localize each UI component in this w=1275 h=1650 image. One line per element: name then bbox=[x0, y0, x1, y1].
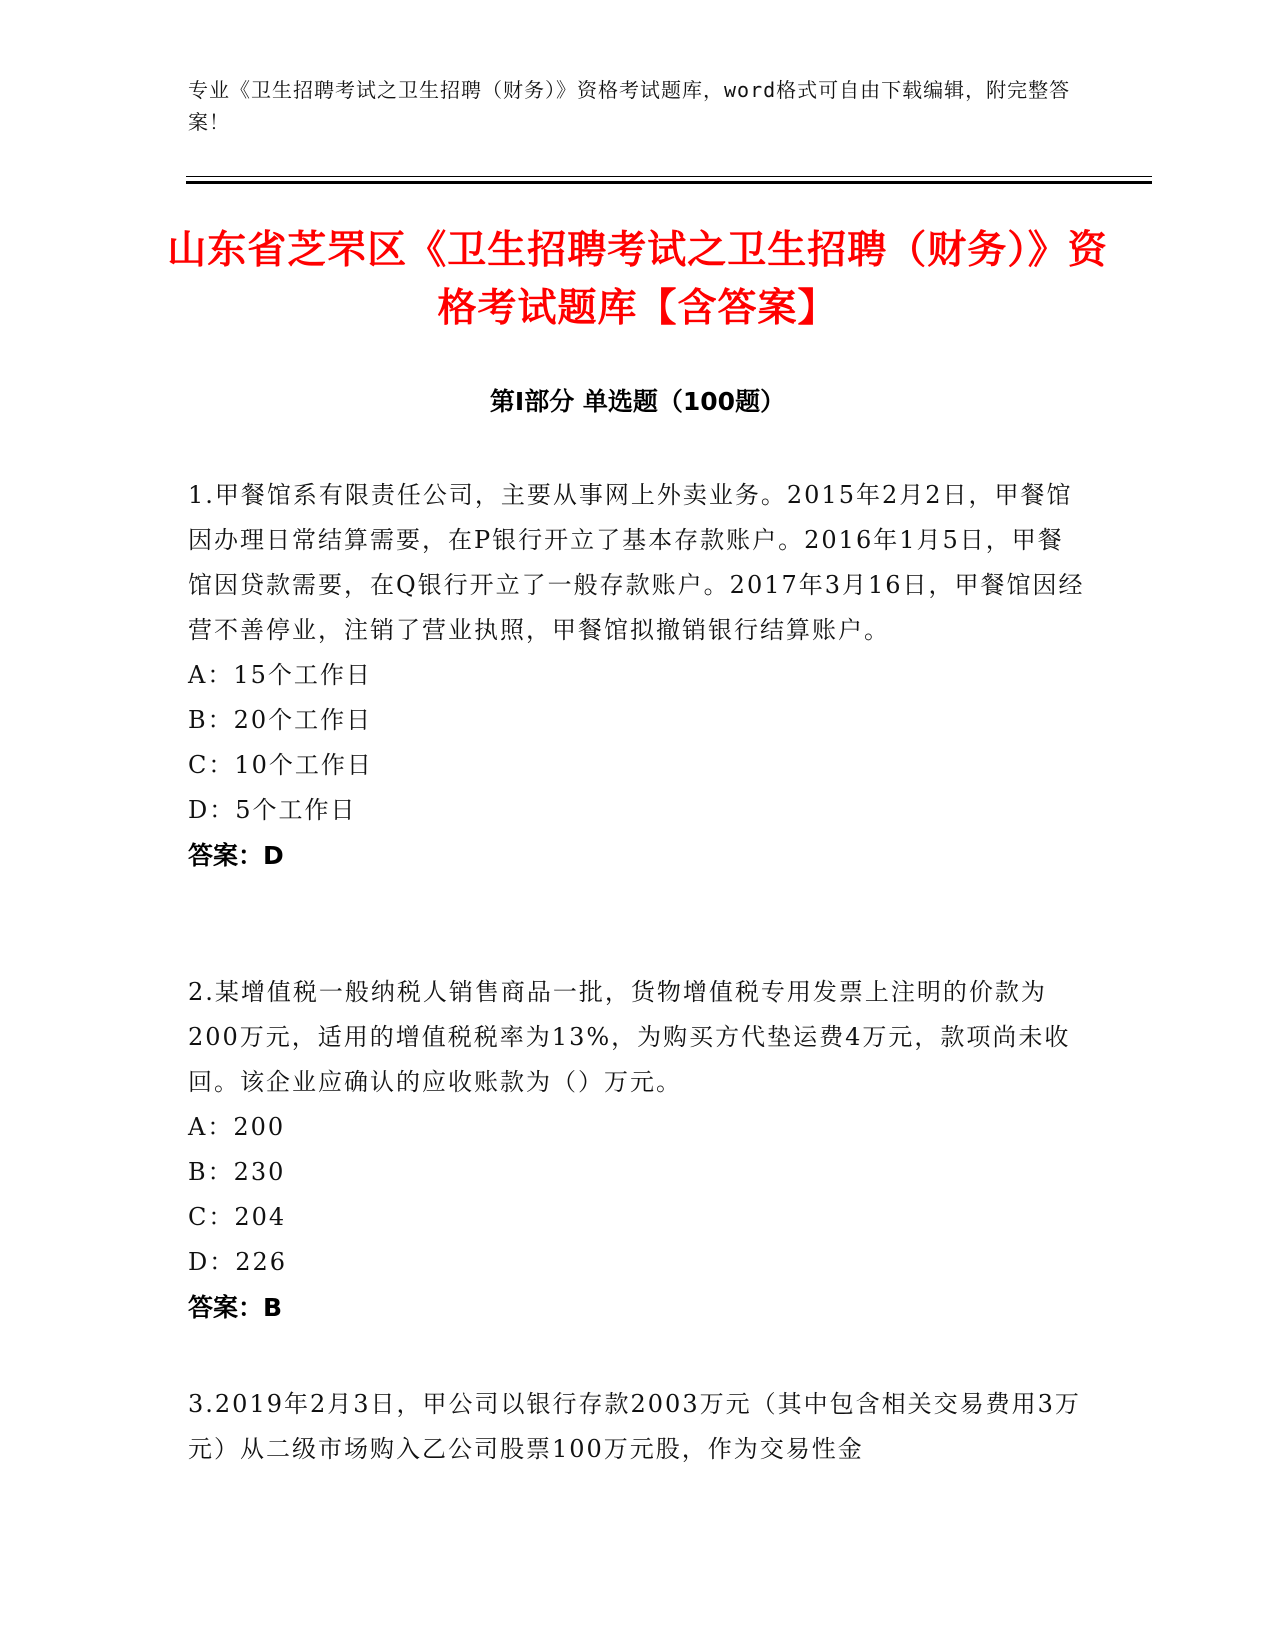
document-title: 山东省芝罘区《卫生招聘考试之卫生招聘（财务）》资格考试题库【含答案】 bbox=[167, 228, 1108, 331]
header-note: 专业《卫生招聘考试之卫生招聘（财务）》资格考试题库，word格式可自由下载编辑，附完整答案！ bbox=[188, 78, 1071, 134]
option-list bbox=[188, 653, 1088, 833]
option-b: B：230 bbox=[188, 1158, 286, 1186]
answer-label: 答案：D bbox=[188, 841, 284, 870]
option-d: D：226 bbox=[188, 1248, 288, 1276]
question-text: 2.某增值税一般纳税人销售商品一批，货物增值税专用发票上注明的价款为200万元，适用的增值税税率为13%，为购买方代垫运费4万元，款项尚未收回。该企业应确认的应收账款为（）万元。 bbox=[188, 978, 1071, 1096]
question-text: 3.2019年2月3日，甲公司以银行存款2003万元（其中包含相关交易费用3万元）从二级市场购入乙公司股票100万元股，作为交易性金 bbox=[188, 1390, 1081, 1463]
header-divider-thin bbox=[186, 176, 1152, 177]
question-3 bbox=[188, 1382, 1088, 1472]
option-c: C：10个工作日 bbox=[188, 751, 373, 779]
option-list bbox=[188, 1105, 1088, 1285]
question-1 bbox=[188, 473, 1088, 878]
option-b: B：20个工作日 bbox=[188, 706, 373, 734]
question-2 bbox=[188, 970, 1088, 1330]
header-divider-thick bbox=[186, 181, 1152, 184]
question-text: 1.甲餐馆系有限责任公司，主要从事网上外卖业务。2015年2月2日，甲餐馆因办理日常结算需要，在P银行开立了基本存款账户。2016年1月5日，甲餐馆因贷款需要，在Q银行开立了一般存款账户。2017年3月16日，甲餐馆因经营不善停业，注销了营业执照，甲餐馆拟撤销银行结算账户。 bbox=[188, 481, 1085, 644]
option-c: C：204 bbox=[188, 1203, 287, 1231]
option-a: A：15个工作日 bbox=[188, 661, 372, 689]
section-title: 第I部分 单选题（100题） bbox=[489, 387, 786, 416]
option-a: A：200 bbox=[188, 1113, 286, 1141]
option-d: D：5个工作日 bbox=[188, 796, 357, 824]
answer-label: 答案：B bbox=[188, 1293, 283, 1322]
